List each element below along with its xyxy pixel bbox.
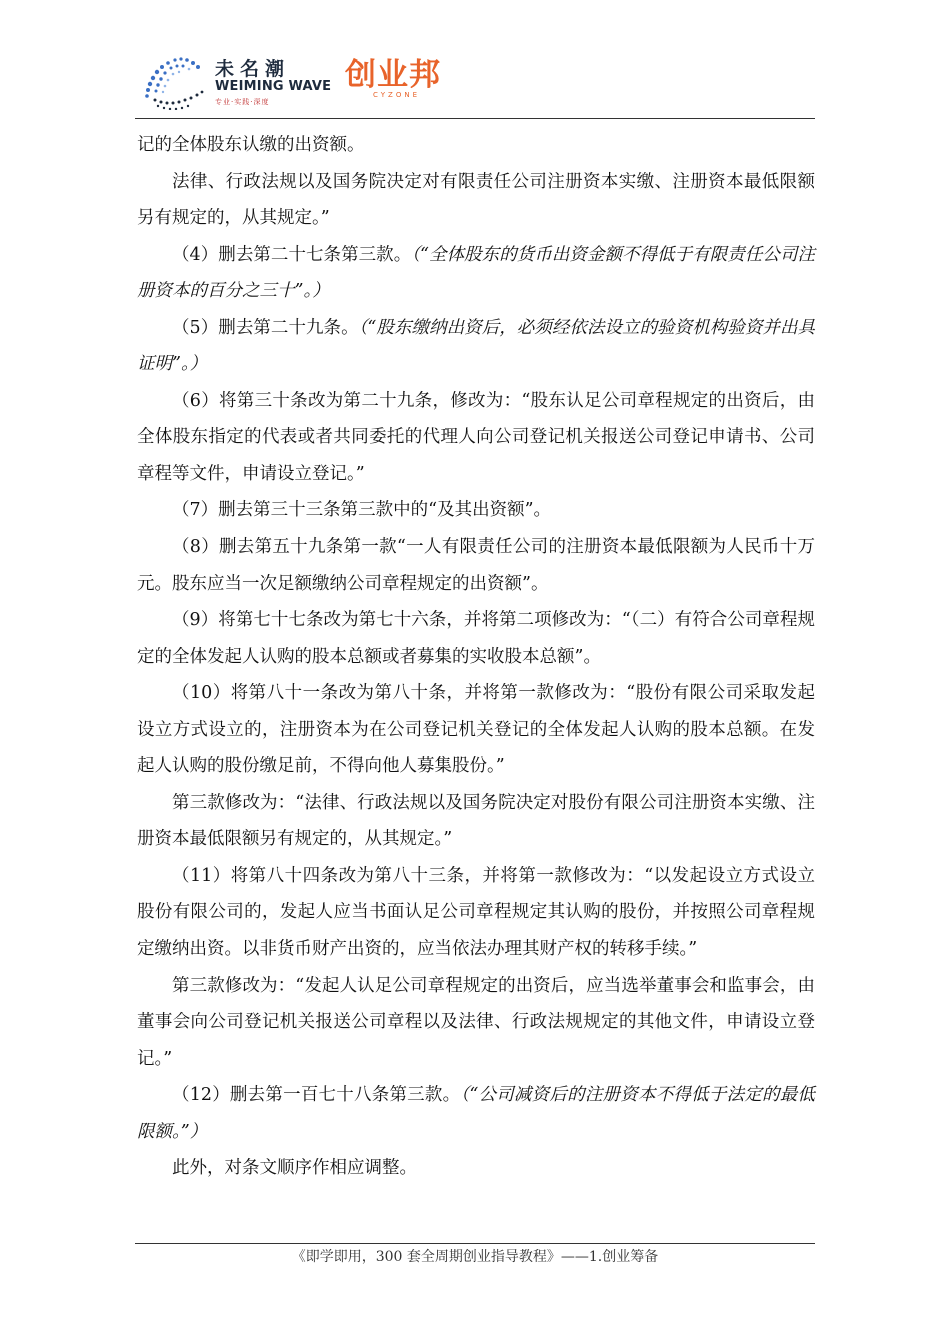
paragraph: （4）删去第二十七条第三款。（“全体股东的货币出资金额不得低于有限责任公司注册资本的百分之三十”。） xyxy=(137,244,815,302)
paragraph: 记的全体股东认缴的出资额。 xyxy=(137,135,365,155)
paragraph: （6）将第三十条改为第二十九条，修改为：“股东认足公司章程规定的出资后，由全体股东指定的代表或者共同委托的代理人向公司登记机关报送公司登记申请书、公司章程等文件，申请设立登记。” xyxy=(137,390,815,484)
paragraph: 法律、行政法规以及国务院决定对有限责任公司注册资本实缴、注册资本最低限额另有规定的，从其规定。” xyxy=(137,171,815,229)
quoted-original-text: （“股东缴纳出资后，必须经依法设立的验资机构验资并出具证明”。） xyxy=(137,317,815,375)
paragraph: （9）将第七十七条改为第七十六条，并将第二项修改为：“（二）有符合公司章程规定的全体发起人认购的股本总额或者募集的实收股本总额”。 xyxy=(137,610,815,667)
paragraph: （11）将第八十四条改为第八十三条，并将第一款修改为：“以发起设立方式设立股份有限公司的，发起人应当书面认足公司章程规定其认购的股份，并按照公司章程规定缴纳出资。以非货币财产出资的，应当依法办理其财产权的转移手续。” xyxy=(137,865,815,959)
paragraph: 此外，对条文顺序作相应调整。 xyxy=(172,1158,417,1179)
page-footer: 《即学即用，300 套全周期创业指导教程》——1.创业筹备 xyxy=(291,1249,659,1265)
weiming-wave-logo-icon xyxy=(135,54,210,110)
document-body xyxy=(137,127,815,1187)
logo-tagline: 专业·实践·深度 xyxy=(215,98,270,106)
paragraph: （8）删去第五十九条第一款“一人有限责任公司的注册资本最低限额为人民币十万元。股东应当一次足额缴纳公司章程规定的出资额”。 xyxy=(137,537,815,594)
page-header xyxy=(135,48,815,118)
paragraph: （7）删去第三十三条第三款中的“及其出资额”。 xyxy=(172,500,552,521)
cyzone-logo xyxy=(345,57,441,99)
paragraph: 第三款修改为：“发起人认足公司章程规定的出资后，应当选举董事会和监事会，由董事会向公司登记机关报送公司章程以及法律、行政法规规定的其他文件，申请设立登记。” xyxy=(137,975,815,1069)
header-divider xyxy=(135,118,815,119)
logo-english-name: WEIMING WAVE xyxy=(215,79,332,94)
logo-chinese-name: 未名潮 xyxy=(215,58,291,80)
paragraph: （12）删去第一百七十八条第三款。（“公司减资后的注册资本不得低于法定的最低限额。”） xyxy=(137,1085,815,1142)
cyzone-chinese-name: 创业邦 xyxy=(345,57,441,93)
paragraph: （5）删去第二十九条。（“股东缴纳出资后，必须经依法设立的验资机构验资并出具证明”。） xyxy=(137,317,815,375)
paragraph: 第三款修改为：“法律、行政法规以及国务院决定对股份有限公司注册资本实缴、注册资本最低限额另有规定的，从其规定。” xyxy=(137,792,815,850)
cyzone-english-name: CYZONE xyxy=(373,91,421,99)
paragraph: （10）将第八十一条改为第八十条，并将第一款修改为：“股份有限公司采取发起设立方式设立的，注册资本为在公司登记机关登记的全体发起人认购的股本总额。在发起人认购的股份缴足前，不得向他人募集股份。” xyxy=(137,683,815,777)
quoted-original-text: （“公司减资后的注册资本不得低于法定的最低限额。”） xyxy=(137,1085,815,1142)
quoted-original-text: （“全体股东的货币出资金额不得低于有限责任公司注册资本的百分之三十”。） xyxy=(137,244,815,302)
footer-divider xyxy=(135,1243,815,1244)
